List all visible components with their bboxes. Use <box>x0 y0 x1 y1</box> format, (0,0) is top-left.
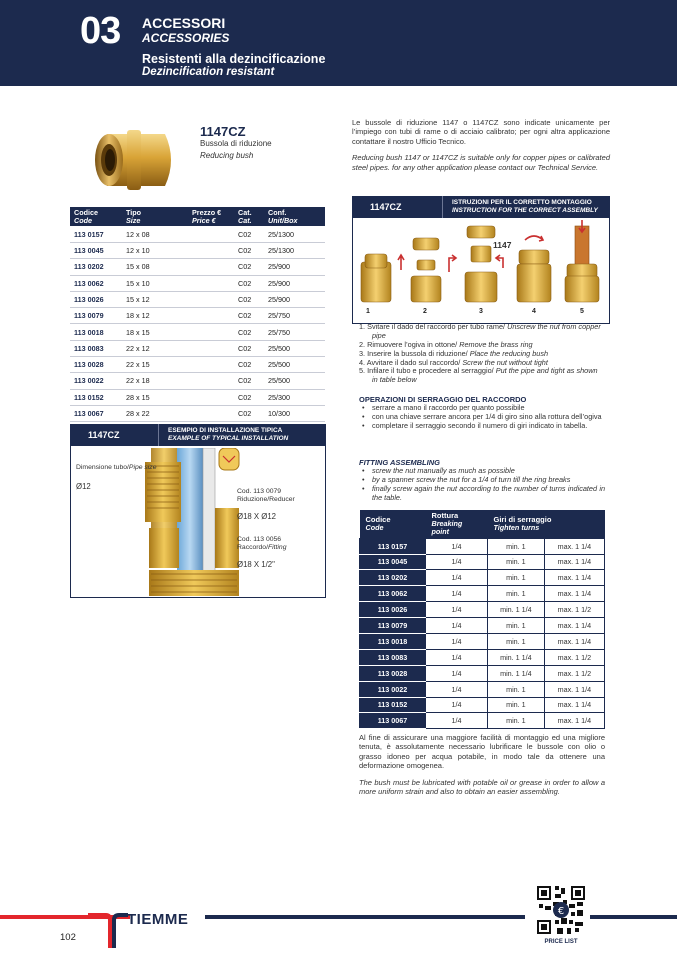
cell-price <box>188 291 234 307</box>
cell-max: max. 1 1/2 <box>544 649 604 665</box>
col-breaking: Rottura Breaking point <box>426 510 488 538</box>
tightening-row <box>360 633 605 649</box>
cell-conf: 25/750 <box>264 308 325 324</box>
cell-max: max. 1 1/4 <box>544 713 604 729</box>
cell-min: min. 1 <box>488 554 545 570</box>
cell-max: max. 1 1/4 <box>544 554 604 570</box>
cell-max: max. 1 1/4 <box>544 570 604 586</box>
operation-item: • completare il serraggio secondo il numero di giri indicato in tabella. <box>359 422 605 431</box>
cell-break: 1/4 <box>426 681 488 697</box>
cell-price <box>188 389 234 405</box>
qr-code-icon[interactable] <box>537 886 585 934</box>
cell-price <box>188 340 234 356</box>
cell-break: 1/4 <box>426 649 488 665</box>
cell-code: 113 0022 <box>360 681 426 697</box>
tightening-row <box>360 665 605 681</box>
cell-size: 28 x 15 <box>122 389 188 405</box>
price-table-header <box>70 207 325 226</box>
install-title-en: EXAMPLE OF TYPICAL INSTALLATION <box>168 435 289 442</box>
cell-code: 113 0152 <box>70 389 122 405</box>
col-turns: Giri di serraggio Tighten turns <box>488 510 605 538</box>
fitting-item: • finally screw again the nut according to the number of turns indicated in the table. <box>359 485 605 503</box>
cell-break: 1/4 <box>426 570 488 586</box>
cell-code: 113 0022 <box>70 373 122 389</box>
operation-item: • serrare a mano il raccordo per quanto possibile <box>359 404 605 413</box>
install-code: 1147CZ <box>88 430 120 440</box>
col-size: Tipo Size <box>122 207 188 226</box>
cell-size: 22 x 15 <box>122 357 188 373</box>
cell-cat: C02 <box>234 242 264 258</box>
cell-code: 113 0157 <box>360 538 426 554</box>
cell-conf: 25/900 <box>264 259 325 275</box>
price-table <box>70 207 325 422</box>
cell-code: 113 0079 <box>360 618 426 634</box>
step1-drawing <box>361 254 404 302</box>
cell-break: 1/4 <box>426 633 488 649</box>
cell-code: 113 0067 <box>70 405 122 421</box>
cell-conf: 25/1300 <box>264 226 325 242</box>
price-row <box>70 308 325 324</box>
cell-size: 28 x 22 <box>122 405 188 421</box>
cell-price <box>188 242 234 258</box>
cell-break: 1/4 <box>426 665 488 681</box>
cell-size: 15 x 08 <box>122 259 188 275</box>
cell-code: 113 0026 <box>360 602 426 618</box>
cell-code: 113 0018 <box>360 633 426 649</box>
cell-size: 15 x 10 <box>122 275 188 291</box>
cell-min: min. 1 <box>488 681 545 697</box>
cell-code: 113 0079 <box>70 308 122 324</box>
cell-max: max. 1 1/2 <box>544 665 604 681</box>
intro-en: Reducing bush 1147 or 1147CZ is suitable only for copper pipes or calibrated steel pipes. for any other application please contact our Technical Service. <box>352 153 610 172</box>
cell-min: min. 1 <box>488 697 545 713</box>
cell-cat: C02 <box>234 275 264 291</box>
page-number: 102 <box>60 932 76 943</box>
cell-price <box>188 324 234 340</box>
cell-max: max. 1 1/4 <box>544 618 604 634</box>
tightening-row <box>360 649 605 665</box>
col-conf: Conf. Unit/Box <box>264 207 325 226</box>
operations-title: OPERAZIONI DI SERRAGGIO DEL RACCORDO <box>359 395 527 404</box>
product-name: Bussola di riduzione <box>200 139 272 148</box>
cell-conf: 25/750 <box>264 324 325 340</box>
install-title: ESEMPIO DI INSTALLAZIONE TIPICA <box>168 427 283 434</box>
cell-size: 12 x 08 <box>122 226 188 242</box>
install-header <box>70 424 326 446</box>
note-it: Al fine di assicurare una maggiore facilità di montaggio ed una migliore tenuta, è assolutamente necessario lubrificare le bussole con olio o grasso idoneo per acqua potabile, in modo tale da ottenere una deformazione omogenea. <box>359 733 605 771</box>
step-item: 3. Inserire la bussola di riduzione/ Place the reducing bush <box>359 348 549 358</box>
assembly-header <box>352 196 610 218</box>
cell-cat: C02 <box>234 324 264 340</box>
cell-price <box>188 259 234 275</box>
cell-max: max. 1 1/4 <box>544 586 604 602</box>
cell-break: 1/4 <box>426 618 488 634</box>
step4-drawing <box>517 236 551 302</box>
operation-item: • con una chiave serrare ancora per 1/4 di giro sino alla rottura dell’ogiva <box>359 413 605 422</box>
tightening-row <box>360 538 605 554</box>
tightening-table <box>359 510 605 729</box>
cell-code: 113 0045 <box>70 242 122 258</box>
cell-price <box>188 357 234 373</box>
tube-size-value: Ø12 <box>76 482 91 491</box>
cell-break: 1/4 <box>426 554 488 570</box>
price-row <box>70 242 325 258</box>
cell-cat: C02 <box>234 308 264 324</box>
cell-break: 1/4 <box>426 538 488 554</box>
step-item: 5. Infilare il tubo e procedere al serraggio/ Put the pipe and tight as shown in table below <box>359 366 598 385</box>
cell-price <box>188 275 234 291</box>
tightening-row <box>360 602 605 618</box>
bush-tag: 1147 <box>493 240 512 250</box>
cell-price <box>188 405 234 421</box>
cell-conf: 10/300 <box>264 405 325 421</box>
col-price: Prezzo € Price € <box>188 207 234 226</box>
cell-min: min. 1 <box>488 633 545 649</box>
cell-conf: 25/900 <box>264 291 325 307</box>
cell-min: min. 1 1/4 <box>488 665 545 681</box>
cell-code: 113 0026 <box>70 291 122 307</box>
fitting-name: Raccordo/Fitting <box>237 544 287 551</box>
cell-min: min. 1 <box>488 538 545 554</box>
price-row <box>70 357 325 373</box>
cell-code: 113 0062 <box>360 586 426 602</box>
assembly-steps-drawing <box>353 220 611 306</box>
cell-code: 113 0067 <box>360 713 426 729</box>
price-row <box>70 291 325 307</box>
section-number: 03 <box>80 10 121 52</box>
cell-code: 113 0202 <box>70 259 122 275</box>
cell-max: max. 1 1/2 <box>544 602 604 618</box>
cell-conf: 25/900 <box>264 275 325 291</box>
section-subtitle: Resistenti alla dezincificazione <box>142 52 326 66</box>
cell-size: 22 x 18 <box>122 373 188 389</box>
price-row <box>70 275 325 291</box>
cell-price <box>188 308 234 324</box>
cell-code: 113 0083 <box>360 649 426 665</box>
price-row <box>70 405 325 421</box>
cell-size: 22 x 12 <box>122 340 188 356</box>
reducing-bush-image <box>85 124 190 196</box>
fitting-list <box>359 467 605 503</box>
cell-max: max. 1 1/4 <box>544 697 604 713</box>
install-diagram <box>70 446 326 598</box>
section-title: ACCESSORI <box>142 15 226 31</box>
cell-break: 1/4 <box>426 697 488 713</box>
tightening-table-header <box>360 510 605 538</box>
cell-code: 113 0083 <box>70 340 122 356</box>
tightening-row <box>360 570 605 586</box>
cell-min: min. 1 <box>488 713 545 729</box>
intro-text <box>352 118 610 172</box>
header-divider <box>442 196 443 218</box>
fitting-title: FITTING ASSEMBLING <box>359 458 440 467</box>
price-row <box>70 324 325 340</box>
col-cat: Cat. Cat. <box>234 207 264 226</box>
footer-rule <box>590 915 677 919</box>
assembly-diagram <box>352 218 610 324</box>
cell-cat: C02 <box>234 373 264 389</box>
cell-conf: 25/500 <box>264 357 325 373</box>
cell-code: 113 0045 <box>360 554 426 570</box>
reducer-code: Cod. 113 0079 <box>237 488 282 495</box>
step-number: 5 <box>580 308 584 315</box>
lubrication-note <box>359 733 605 796</box>
tightening-row <box>360 618 605 634</box>
cell-break: 1/4 <box>426 602 488 618</box>
fitting-size: Ø18 X 1/2" <box>237 560 275 569</box>
assembly-title-en: INSTRUCTION FOR THE CORRECT ASSEMBLY <box>452 207 598 214</box>
cell-min: min. 1 <box>488 586 545 602</box>
assembly-title: ISTRUZIONI PER IL CORRETTO MONTAGGIO <box>452 199 592 206</box>
note-en: The bush must be lubricated with potable oil or grease in order to allow a more uniform strain and also to obtain an easier assembling. <box>359 777 605 796</box>
step-number: 1 <box>366 308 370 315</box>
cell-price <box>188 226 234 242</box>
cell-cat: C02 <box>234 291 264 307</box>
svg-text:€: € <box>557 906 565 917</box>
cell-code: 113 0152 <box>360 697 426 713</box>
cell-conf: 25/300 <box>264 389 325 405</box>
price-row <box>70 389 325 405</box>
section-title-en: ACCESSORIES <box>142 31 230 45</box>
cell-max: max. 1 1/4 <box>544 681 604 697</box>
cell-code: 113 0062 <box>70 275 122 291</box>
cell-min: min. 1 1/4 <box>488 649 545 665</box>
cell-size: 12 x 10 <box>122 242 188 258</box>
step-item: 1. Svitare il dado del raccordo per tubo rame/ Unscrew the nut from copper pipe <box>359 322 601 340</box>
price-row <box>70 373 325 389</box>
step5-drawing <box>565 220 599 302</box>
step-number: 3 <box>479 308 483 315</box>
step3-drawing <box>465 226 503 302</box>
cell-cat: C02 <box>234 405 264 421</box>
step-number: 4 <box>532 308 536 315</box>
price-row <box>70 259 325 275</box>
cell-cat: C02 <box>234 226 264 242</box>
intro-it: Le bussole di riduzione 1147 o 1147CZ sono indicate unicamente per l’impiego con tubi di rame o di acciaio calibrato; per ogni altra applicazione contattare il nostro Ufficio Tecnico. <box>352 118 610 146</box>
cell-max: max. 1 1/4 <box>544 538 604 554</box>
fitting-item: • by a spanner screw the nut for a 1/4 of turn till the ring breaks <box>359 476 605 485</box>
cell-code: 113 0018 <box>70 324 122 340</box>
fitting-item: • screw the nut manually as much as possible <box>359 467 605 476</box>
price-list-label: PRICE LIST <box>544 939 578 945</box>
cell-cat: C02 <box>234 357 264 373</box>
cell-conf: 25/500 <box>264 373 325 389</box>
price-row <box>70 340 325 356</box>
cell-price <box>188 373 234 389</box>
cell-min: min. 1 <box>488 570 545 586</box>
reducer-name: Riduzione/Reducer <box>237 496 295 503</box>
cell-conf: 25/500 <box>264 340 325 356</box>
brand-name: TIEMME <box>127 911 189 928</box>
product-code: 1147CZ <box>200 124 246 139</box>
step-item: 4. Avvitare il dado sul raccordo/ Screw the nut without tight <box>359 357 548 367</box>
tube-size-label: Dimensione tubo/Pipe size <box>76 464 157 471</box>
fitting-code: Cod. 113 0056 <box>237 536 282 543</box>
page-header <box>0 0 677 86</box>
cell-code: 113 0157 <box>70 226 122 242</box>
cell-size: 18 x 15 <box>122 324 188 340</box>
tightening-row <box>360 554 605 570</box>
cell-code: 113 0028 <box>360 665 426 681</box>
col-code: Codice Code <box>70 207 122 226</box>
cell-conf: 25/1300 <box>264 242 325 258</box>
cell-break: 1/4 <box>426 586 488 602</box>
assembly-steps <box>359 323 605 385</box>
step2-drawing <box>411 238 456 302</box>
tightening-row <box>360 586 605 602</box>
header-divider <box>158 424 159 446</box>
operations-list <box>359 404 605 431</box>
cell-min: min. 1 1/4 <box>488 602 545 618</box>
step-item: 2. Rimuovere l’ogiva in ottone/ Remove the brass ring <box>359 339 533 349</box>
tightening-row <box>360 697 605 713</box>
tightening-row <box>360 681 605 697</box>
cell-break: 1/4 <box>426 713 488 729</box>
cell-max: max. 1 1/4 <box>544 633 604 649</box>
cell-cat: C02 <box>234 340 264 356</box>
section-subtitle-en: Dezincification resistant <box>142 66 275 78</box>
cell-size: 18 x 12 <box>122 308 188 324</box>
cell-cat: C02 <box>234 259 264 275</box>
footer-rule <box>205 915 525 919</box>
step-number: 2 <box>423 308 427 315</box>
col-code: Codice Code <box>360 510 426 538</box>
cell-size: 15 x 12 <box>122 291 188 307</box>
price-row <box>70 226 325 242</box>
cell-code: 113 0202 <box>360 570 426 586</box>
cell-cat: C02 <box>234 389 264 405</box>
reducer-size: Ø18 X Ø12 <box>237 512 277 521</box>
assembly-code: 1147CZ <box>370 202 402 212</box>
tightening-row <box>360 713 605 729</box>
product-name-en: Reducing bush <box>200 151 254 160</box>
cell-code: 113 0028 <box>70 357 122 373</box>
cell-min: min. 1 <box>488 618 545 634</box>
